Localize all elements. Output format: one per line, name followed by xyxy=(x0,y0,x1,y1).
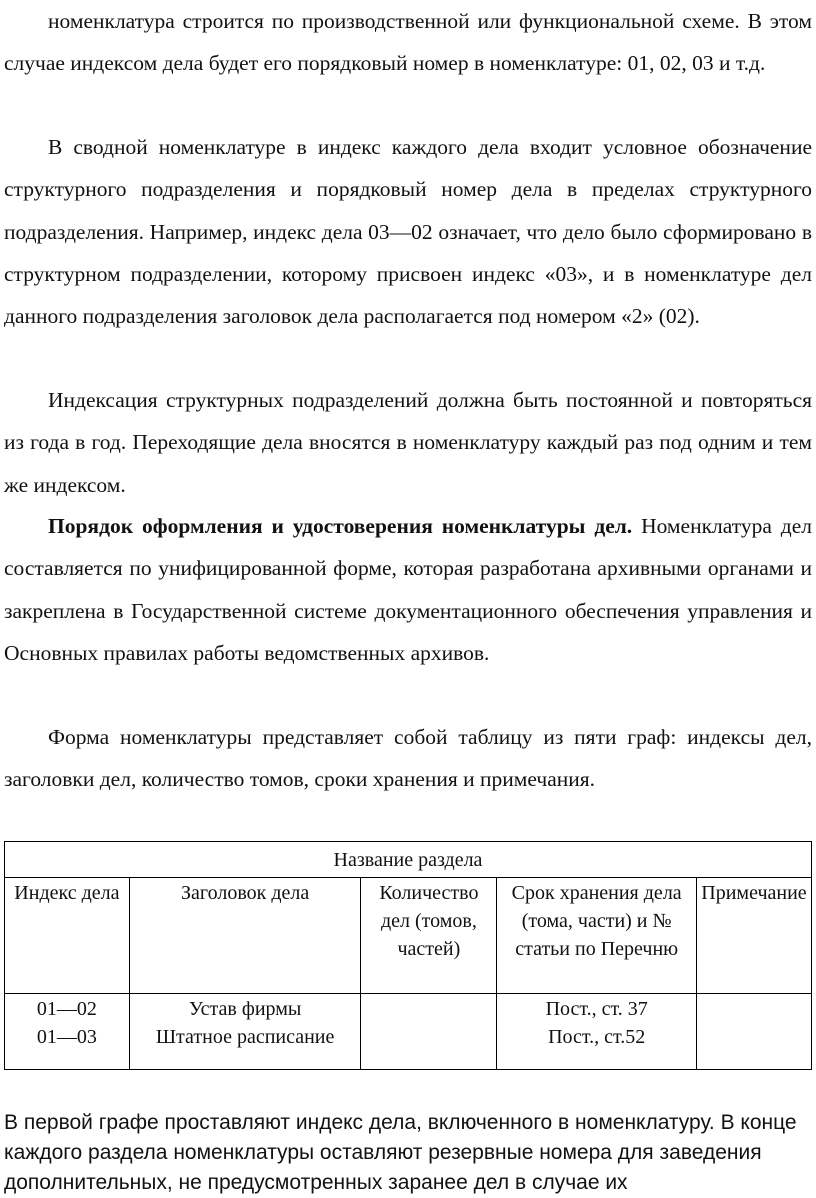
paragraph-1-first-line: номенклатура строится по производственной или функциональной схеме. xyxy=(48,9,740,33)
section-heading: Порядок оформления и удостоверения номенклатуры дел. xyxy=(48,514,633,538)
nomenclature-table xyxy=(4,841,812,1070)
paragraph-2-text: В сводной номенклатуре в индекс каждого дела входит условное обозначение структурного подразделения и порядковый номер дела в пределах структурного подразделения. Например, индекс дела 03—02 означает, что дело было сформировано в структурном подразделении, которому присвоен индекс «03», и в номенклатуре дел данного подразделения заголовок дела располагается под номером «2» (02). xyxy=(4,135,812,329)
paragraph-4 xyxy=(4,505,812,674)
paragraph-3-text: Индексация структурных подразделений должна быть постоянной и повторяться из года в год. Переходящие дела вносятся в номенклатуру каждый раз под одним и тем же индексом. xyxy=(4,388,812,497)
row-2-term: Пост., ст.52 xyxy=(548,1026,646,1048)
row-1-term: Пост., ст. 37 xyxy=(545,998,648,1020)
header-count: Количество дел (томов, частей) xyxy=(361,878,497,994)
title-cell xyxy=(129,994,361,1070)
paragraph-5-text: Форма номенклатуры представляет собой таблицу из пяти граф: индексы дел, заголовки дел, количество томов, сроки хранения и примечания. xyxy=(4,725,812,792)
table-section-row xyxy=(5,842,812,878)
paragraph-1 xyxy=(4,0,812,85)
count-cell xyxy=(361,994,497,1070)
term-cell xyxy=(497,994,697,1070)
table-header-row xyxy=(5,878,812,994)
header-term: Срок хранения дела (тома, части) и № статьи по Перечню xyxy=(497,878,697,994)
paragraph-2 xyxy=(4,126,812,337)
paragraph-3 xyxy=(4,379,812,506)
paragraph-5 xyxy=(4,716,812,801)
index-cell xyxy=(5,994,130,1070)
header-note: Примечание xyxy=(696,878,811,994)
row-2-index: 01—03 xyxy=(36,1026,97,1048)
note-cell xyxy=(696,994,811,1070)
paragraph-1-continuation: В этом случае индексом дела будет его порядковый номер в номенклатуре: 01, 02, 03 и т.д. xyxy=(4,9,812,76)
header-title: Заголовок дела xyxy=(129,878,361,994)
paragraph-4-text: Номенклатура дел составляется по унифицированной форме, которая разработана архивными органами и закреплена в Государственной системе документационного обеспечения управления и Основных правилах работы ведомственных архивов. xyxy=(4,514,812,665)
row-1-index: 01—02 xyxy=(36,998,97,1020)
footer-paragraph: В первой графе проставляют индекс дела, включенного в номенклатуру. В конце каждого раздела номенклатуры оставляют резервные номера для заведения дополнительных, не предусмотренных заранее дел в случае их xyxy=(4,1111,797,1194)
row-1-title: Устав фирмы xyxy=(188,998,302,1020)
header-index: Индекс дела xyxy=(5,878,130,994)
table-row xyxy=(5,994,812,1070)
section-title-cell: Название раздела xyxy=(5,842,812,878)
row-2-title: Штатное расписание xyxy=(155,1026,335,1048)
